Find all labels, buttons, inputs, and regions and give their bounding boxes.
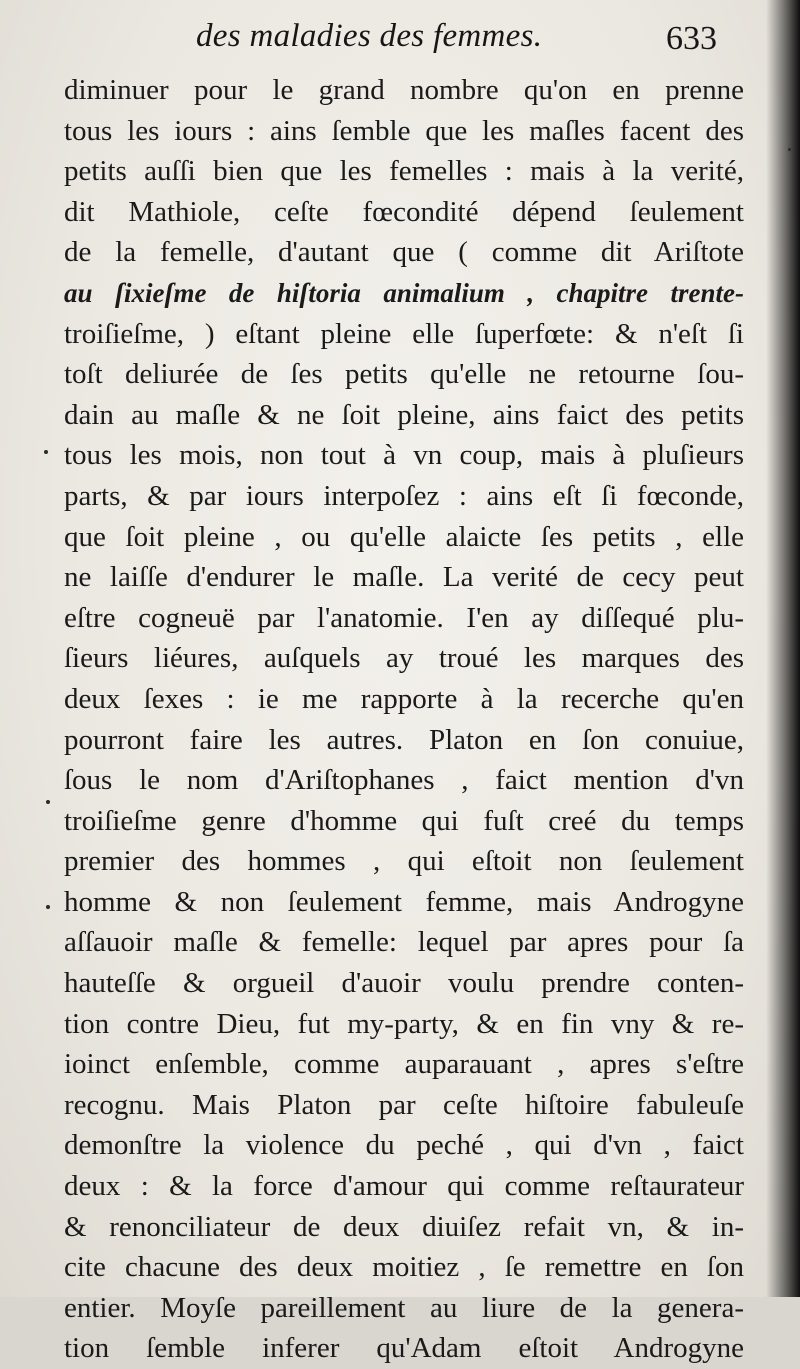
text-line: aſſauoir maſle & femelle: lequel par apres pour ſa (64, 926, 744, 959)
text-line: pourront faire les autres. Platon en ſon conuiue, (64, 723, 744, 756)
text-line: recognu. Mais Platon par ceſte hiſtoire fabuleuſe (64, 1088, 744, 1121)
text-line: petits auſſi bien que les femelles : mais à la verité, (64, 155, 744, 188)
text-line: troiſieſme genre d'homme qui fuſt creé du temps (64, 804, 744, 837)
text-line: dit Mathiole, ceſte fœcondité dépend ſeulement (64, 195, 744, 228)
body-text (64, 70, 744, 1369)
text-line: & renonciliateur de deux diuiſez refait vn, & in- (64, 1210, 744, 1243)
text-line: que ſoit pleine , ou qu'elle alaicte ſes petits , elle (64, 520, 744, 553)
text-line: entier. Moyſe pareillement au liure de la genera- (64, 1291, 744, 1324)
margin-mark (46, 800, 50, 804)
page-number: 633 (666, 20, 717, 57)
running-title: des maladies des femmes. (196, 18, 543, 54)
text-line: homme & non ſeulement femme, mais Androgyne (64, 885, 744, 918)
binding-shadow (766, 0, 800, 1297)
margin-mark (46, 905, 50, 909)
text-line: premier des hommes , qui eſtoit non ſeulement (64, 845, 744, 878)
text-line: de la femelle, d'autant que ( comme dit Ariſtote (64, 236, 744, 269)
text-line: tous les iours : ains ſemble que les maſles facent des (64, 114, 744, 147)
text-line: cite chacune des deux moitiez , ſe remettre en ſon (64, 1251, 744, 1284)
text-line: ioinct enſemble, comme auparauant , apres s'eſtre (64, 1048, 744, 1081)
margin-mark (44, 450, 48, 454)
text-line: deux : & la force d'amour qui comme reſtaurateur (64, 1170, 744, 1203)
text-line: au ſixieſme de hiſtoria animalium , chapitre trente- (64, 277, 744, 308)
text-line: troiſieſme, ) eſtant pleine elle ſuperfœte: & n'eſt ſi (64, 317, 744, 350)
text-line: ſieurs liéures, auſquels ay troué les marques des (64, 642, 744, 675)
text-line: parts, & par iours interpoſez : ains eſt ſi fœconde, (64, 479, 744, 512)
text-line: demonſtre la violence du peché , qui d'vn , faict (64, 1129, 744, 1162)
text-line: deux ſexes : ie me rapporte à la recerche qu'en (64, 682, 744, 715)
page-header (0, 14, 760, 74)
text-line: tion contre Dieu, fut my-party, & en fin vny & re- (64, 1007, 744, 1040)
text-line: hauteſſe & orgueil d'auoir voulu prendre conten- (64, 967, 744, 1000)
text-line: eſtre cogneuë par l'anatomie. I'en ay diſſequé plu- (64, 601, 744, 634)
text-line: dain au maſle & ne ſoit pleine, ains faict des petits (64, 398, 744, 431)
text-line: diminuer pour le grand nombre qu'on en prenne (64, 74, 744, 106)
margin-mark (788, 148, 791, 151)
text-line: tion ſemble inferer qu'Adam eſtoit Androgyne (64, 1332, 744, 1365)
text-line: toſt deliurée de ſes petits qu'elle ne retourne ſou- (64, 358, 744, 391)
text-line: ſous le nom d'Ariſtophanes , faict mention d'vn (64, 764, 744, 797)
text-line: ne laiſſe d'endurer le maſle. La verité de cecy peut (64, 561, 744, 594)
text-line: tous les mois, non tout à vn coup, mais à pluſieurs (64, 439, 744, 472)
